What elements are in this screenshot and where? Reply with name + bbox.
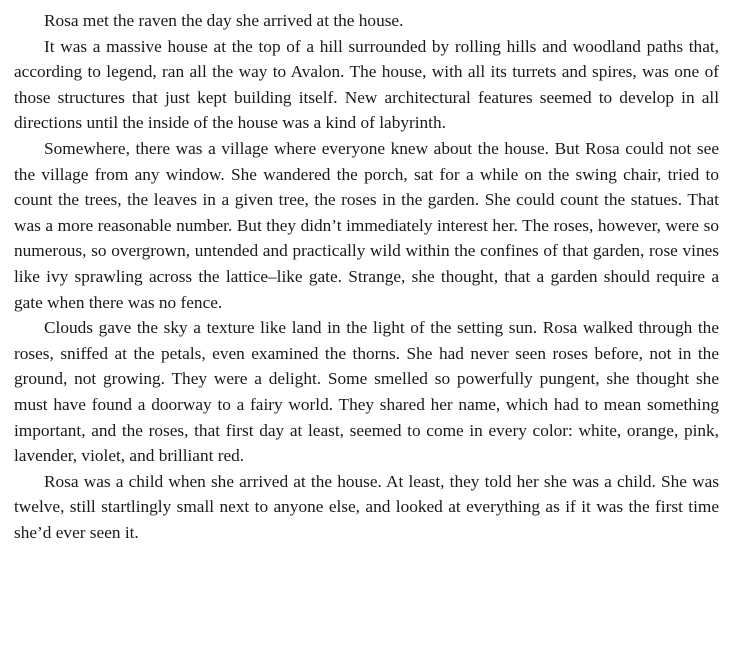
paragraph-3: Somewhere, there was a village where everyone knew about the house. But Rosa could not see the village from any window. She wandered the porch, sat for a while on the swing chair, tried to count the trees, the leaves in a given tree, the roses in the garden. She could count the statues. That was a more reasonable number. But they didn’t immediately interest her. The roses, however, were so numerous, so overgrown, untended and practically wild within the confines of that garden, rose vines like ivy sprawling across the lattice–like gate. Strange, she thought, that a garden should require a gate when there was no fence. <box>14 138 719 312</box>
paragraph-4: Clouds gave the sky a texture like land in the light of the setting sun. Rosa walked through the roses, sniffed at the petals, even examined the thorns. She had never seen roses before, not in the ground, not growing. They were a delight. Some smelled so powerfully pungent, she thought she must have found a doorway to a fairy world. They shared her name, which had to mean something important, and the roses, that first day at least, seemed to come in every color: white, orange, pink, lavender, violet, and brilliant red. <box>14 318 719 466</box>
paragraph-5: Rosa was a child when she arrived at the house. At least, they told her she was a child. She was twelve, still startlingly small next to anyone else, and looked at everything as if it was the first time she’d ever seen it. <box>14 471 719 542</box>
paragraph-2: It was a massive house at the top of a hill surrounded by rolling hills and woodland paths that, according to legend, ran all the way to Avalon. The house, with all its turrets and spires, was one of those structures that just kept building itself. New architectural features seemed to develop in all directions until the inside of the house was a kind of labyrinth. <box>14 36 719 133</box>
paragraph-1: Rosa met the raven the day she arrived at the house. <box>44 11 404 30</box>
